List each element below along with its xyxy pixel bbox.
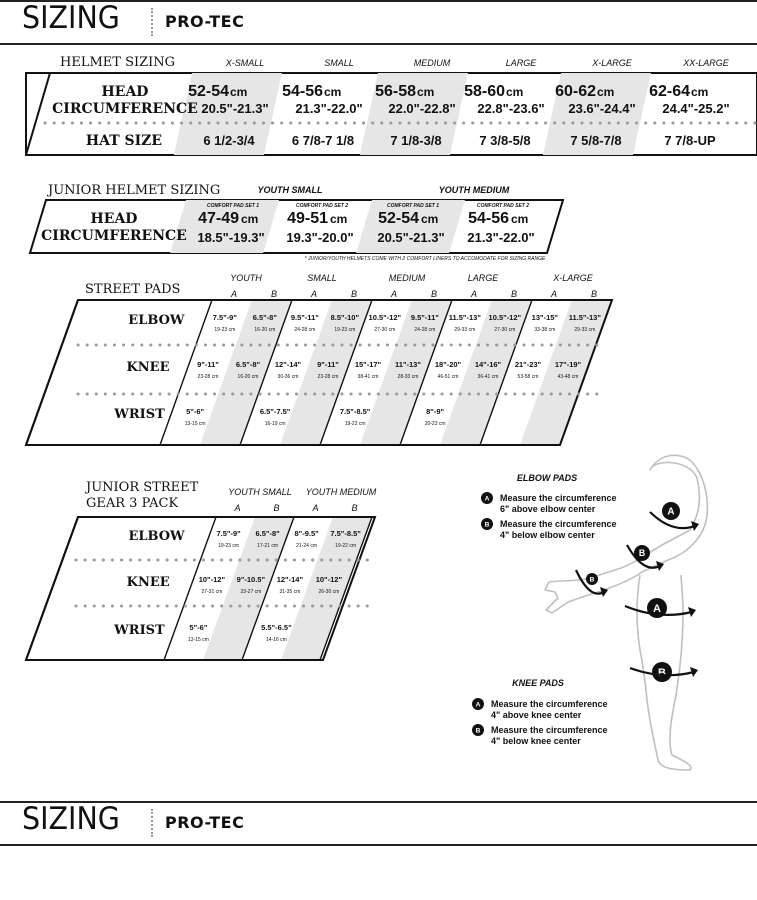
junior-cm-unit: cm (511, 212, 529, 226)
street_pads-cell-cm: 23-28 cm (317, 374, 339, 380)
junior-inch-value: 21.3"-22.0" (467, 230, 535, 245)
junior_street-ab-label: A (234, 503, 241, 513)
junior_street-cell-inch: 9"-10.5" (236, 575, 266, 584)
junior_street-size-label: YOUTH MEDIUM (305, 487, 377, 497)
helmet-cm-unit: cm (597, 85, 615, 99)
junior-street-title: GEAR 3 PACK (86, 496, 179, 511)
street_pads-left-edge (26, 300, 78, 445)
street_pads-cell-cm: 19-23 cm (214, 327, 236, 333)
helmet-cm-unit: cm (230, 85, 248, 99)
street_pads-row-label: ELBOW (128, 313, 185, 328)
street_pads-cell-cm: 19-23 cm (334, 327, 356, 333)
junior-cm-unit: cm (241, 212, 259, 226)
footer-title: SIZING (22, 801, 120, 837)
junior_street-cell-inch: 5.5"-6.5" (261, 623, 292, 632)
street_pads-cell-cm: 46-51 cm (437, 374, 459, 380)
helmet-size-label: X-SMALL (225, 58, 265, 68)
street_pads-cell-cm: 30-36 cm (277, 374, 299, 380)
elbow_pads-badge-icon-letter: B (484, 521, 490, 529)
hat-size-value: 7 1/8-3/8 (390, 133, 442, 148)
street_pads-cell-cm: 27-30 cm (494, 327, 516, 333)
knee-a-marker-icon-letter: A (653, 602, 661, 615)
junior-street-title: JUNIOR STREET (86, 480, 199, 495)
junior_street-cell-inch: 8"-9.5" (294, 529, 319, 538)
street_pads-cell-cm: 43-48 cm (557, 374, 579, 380)
helmet-cm-value: 56-58 (375, 83, 416, 100)
street_pads-ab-label: B (430, 289, 438, 299)
street_pads-cell-inch: 9"-11" (197, 360, 219, 369)
street_pads-cell-inch: 5"-6" (186, 407, 205, 416)
street_pads-cell-inch: 9.5"-11" (290, 313, 319, 322)
junior_street-cell-inch: 7.5"-8.5" (330, 529, 361, 538)
knee_pads-title: KNEE PADS (512, 678, 564, 688)
street_pads-cell-inch: 10.5"-12" (368, 313, 402, 322)
knee_pads-instruction: 4" above knee center (491, 710, 582, 720)
junior_street-cell-cm: 19-23 cm (218, 543, 240, 549)
helmet-cm-value: 62-64 (649, 83, 690, 100)
street_pads-cell-inch: 17"-19" (554, 360, 582, 369)
hat-size-value: 7 3/8-5/8 (479, 133, 531, 148)
helmet-cm-unit: cm (691, 85, 709, 99)
helmet-inch-value: 20.5"-21.3" (201, 101, 269, 116)
head-label: HEAD (101, 84, 149, 100)
street_pads-cell-inch: 15"-17" (354, 360, 382, 369)
helmet-size-label: MEDIUM (413, 58, 451, 68)
junior_street-cell-cm: 31-35 cm (279, 589, 301, 595)
footer-brand-logo: PRO-TEC (165, 813, 245, 832)
street-pads-table (26, 273, 612, 445)
junior-street-table (26, 480, 377, 660)
knee-b-marker-icon-letter: B (658, 666, 666, 679)
junior_street-cell-cm: 19-22 cm (335, 543, 357, 549)
elbow_pads-badge-icon-letter: A (484, 495, 490, 503)
elbow_pads-instruction: Measure the circumference (500, 519, 617, 529)
junior_street-cell-inch: 10"-12" (198, 575, 226, 584)
street_pads-cell-cm: 19-22 cm (344, 421, 366, 427)
helmet-title: HELMET SIZING (60, 55, 176, 70)
junior_street-size-label: YOUTH SMALL (228, 487, 292, 497)
street_pads-cell-inch: 11"-13" (395, 360, 421, 369)
elbow-a-marker-icon-letter: A (667, 506, 675, 518)
junior-inch-value: 20.5"-21.3" (377, 230, 445, 245)
street_pads-ab-label: B (590, 289, 598, 299)
helmet-inch-value: 23.6"-24.4" (568, 101, 636, 116)
elbow_pads-title: ELBOW PADS (516, 473, 578, 483)
knee_pads-badge-icon-letter: B (475, 727, 481, 735)
junior_street-cell-cm: 26-30 cm (318, 589, 340, 595)
junior-group-label: YOUTH MEDIUM (438, 185, 510, 195)
brand-logo: PRO-TEC (165, 12, 245, 31)
street_pads-cell-inch: 7.5"-8.5" (339, 407, 371, 416)
street_pads-ab-label: B (350, 289, 358, 299)
junior_street-row-label: WRIST (114, 623, 165, 638)
helmet-sizing-table (26, 55, 757, 155)
street_pads-row-label: KNEE (126, 360, 170, 375)
junior_street-cell-cm: 14-16 cm (265, 637, 287, 643)
junior_street-cell-cm: 13-15 cm (187, 637, 209, 643)
helmet-cm-value: 54-56 (282, 83, 323, 100)
junior-group-label: YOUTH SMALL (257, 185, 323, 195)
street_pads-ab-label: B (510, 289, 518, 299)
street_pads-cell-cm: 29-33 cm (454, 327, 476, 333)
junior-inch-value: 19.3"-20.0" (286, 230, 354, 245)
junior-helmet-table (30, 183, 563, 262)
elbow-b-marker-icon-letter: B (638, 548, 646, 559)
knee_pads-badge-icon-letter: A (475, 701, 481, 709)
street_pads-cell-cm: 38-41 cm (357, 374, 379, 380)
helmet-cm-unit: cm (417, 85, 435, 99)
page-title: SIZING (22, 0, 120, 36)
street_pads-cell-inch: 8.5"-10" (330, 313, 360, 322)
junior_street-cell-inch: 6.5"-8" (255, 529, 280, 538)
street_pads-ab-label: A (310, 289, 318, 299)
street_pads-cell-inch: 11.5"-13" (568, 313, 601, 322)
junior_street-cell-cm: 17-21 cm (257, 543, 279, 549)
junior-cm-value: 49-51 (287, 210, 328, 227)
junior-cm-value: 54-56 (468, 210, 509, 227)
helmet-size-label: X-LARGE (592, 58, 632, 68)
junior_street-cell-inch: 12"-14" (276, 575, 304, 584)
junior-cm-value: 52-54 (378, 210, 419, 227)
street_pads-cell-inch: 11.5"-13" (448, 313, 481, 322)
junior_street-cell-inch: 5"-6" (189, 623, 208, 632)
junior-helmet-title: JUNIOR HELMET SIZING (48, 183, 221, 198)
circumference-label: CIRCUMFERENCE (52, 101, 198, 117)
junior_street-cell-cm: 21-24 cm (296, 543, 318, 549)
helmet-cm-value: 52-54 (188, 83, 229, 100)
comfort-pad-label: COMFORT PAD SET 2 (476, 203, 530, 209)
street_pads-cell-inch: 12"-14" (274, 360, 302, 369)
hat-size-value: 7 7/8-UP (664, 133, 716, 148)
junior_street-row-label: KNEE (126, 575, 170, 590)
wrist-marker-icon-letter: B (589, 576, 595, 584)
street_pads-cell-inch: 13"-15" (531, 313, 558, 322)
street_pads-cell-cm: 33-38 cm (534, 327, 556, 333)
helmet-inch-value: 24.4"-25.2" (662, 101, 730, 116)
street_pads-cell-cm: 20-23 cm (424, 421, 446, 427)
street_pads-size-label: X-LARGE (553, 273, 593, 283)
comfort-pad-label: COMFORT PAD SET 2 (295, 203, 349, 209)
street_pads-size-label: MEDIUM (388, 273, 426, 283)
street_pads-ab-label: B (270, 289, 278, 299)
street_pads-cell-inch: 9.5"-11" (410, 313, 439, 322)
knee_pads-instruction: Measure the circumference (491, 725, 608, 735)
helmet-inch-value: 21.3"-22.0" (295, 101, 363, 116)
street_pads-size-label: LARGE (467, 273, 499, 283)
street_pads-size-label: YOUTH (230, 273, 262, 283)
junior-cm-unit: cm (421, 212, 439, 226)
street_pads-cell-inch: 8"-9" (426, 407, 445, 416)
comfort-pad-label: COMFORT PAD SET 1 (206, 203, 260, 209)
street_pads-cell-inch: 14"-16" (474, 360, 502, 369)
street_pads-cell-cm: 24-28 cm (294, 327, 316, 333)
street_pads-row-label: WRIST (114, 407, 165, 422)
elbow_pads-instruction: 6" above elbow center (500, 504, 596, 514)
street_pads-cell-cm: 29-33 cm (574, 327, 596, 333)
junior_street-cell-inch: 10"-12" (315, 575, 343, 584)
street_pads-cell-inch: 10.5"-12" (488, 313, 522, 322)
junior-head-label: HEAD (90, 211, 138, 227)
street_pads-cell-inch: 21"-23" (514, 360, 542, 369)
helmet-size-label: SMALL (324, 58, 354, 68)
elbow_pads-instruction: Measure the circumference (500, 493, 617, 503)
street_pads-cell-inch: 6.5"-8" (252, 313, 277, 322)
street_pads-ab-label: A (550, 289, 558, 299)
junior-circumference-label: CIRCUMFERENCE (41, 228, 187, 244)
street_pads-cell-cm: 53-58 cm (517, 374, 539, 380)
street_pads-size-label: SMALL (307, 273, 337, 283)
street_pads-cell-inch: 9"-11" (317, 360, 339, 369)
junior_street-ab-label: B (351, 503, 358, 513)
junior_street-cell-inch: 7.5"-9" (216, 529, 241, 538)
helmet-inch-value: 22.0"-22.8" (388, 101, 456, 116)
street_pads-cell-cm: 24-28 cm (414, 327, 436, 333)
junior_street-ab-label: A (312, 503, 319, 513)
street_pads-cell-cm: 36-41 cm (477, 374, 499, 380)
junior-note: * JUNIOR/YOUTH HELMETS COME WITH 2 COMFORT LINERS TO ACCOMODATE FOR SIZING RANGE (304, 256, 546, 262)
street_pads-ab-label: A (390, 289, 398, 299)
street_pads-cell-cm: 28-33 cm (397, 374, 419, 380)
street_pads-cell-inch: 6.5"-7.5" (259, 407, 291, 416)
junior_street-ab-label: B (273, 503, 280, 513)
knee_pads-instruction: Measure the circumference (491, 699, 608, 709)
helmet-size-label: XX-LARGE (683, 58, 729, 68)
hat-size-value: 7 5/8-7/8 (570, 133, 622, 148)
street_pads-cell-cm: 13-15 cm (184, 421, 206, 427)
street_pads-cell-inch: 18"-20" (434, 360, 462, 369)
helmet-cm-value: 60-62 (555, 83, 596, 100)
helmet-cm-value: 58-60 (464, 83, 505, 100)
hat-size-value: 6 1/2-3/4 (203, 133, 255, 148)
street_pads-cell-inch: 6.5"-8" (235, 360, 261, 369)
helmet-inch-value: 22.8"-23.6" (477, 101, 545, 116)
street_pads-cell-cm: 16-20 cm (254, 327, 276, 333)
street_pads-ab-label: A (230, 289, 238, 299)
comfort-pad-label: COMFORT PAD SET 1 (386, 203, 440, 209)
helmet-cm-unit: cm (506, 85, 524, 99)
junior_street-left-edge (26, 517, 78, 660)
street_pads-cell-inch: 7.5"-9" (212, 313, 237, 322)
street_pads-cell-cm: 16-19 cm (264, 421, 286, 427)
street-pads-title: STREET PADS (85, 282, 181, 297)
hat-size-label: HAT SIZE (85, 133, 163, 149)
junior_street-row-label: ELBOW (128, 529, 185, 544)
street_pads-cell-cm: 16-20 cm (237, 374, 259, 380)
junior_street-cell-cm: 23-27 cm (240, 589, 262, 595)
junior-cm-value: 47-49 (198, 210, 239, 227)
junior-cm-unit: cm (330, 212, 348, 226)
street_pads-cell-cm: 23-28 cm (197, 374, 219, 380)
hat-size-value: 6 7/8-7 1/8 (291, 133, 355, 148)
junior_street-cell-cm: 27-31 cm (201, 589, 223, 595)
street_pads-ab-label: A (470, 289, 478, 299)
helmet-size-label: LARGE (505, 58, 537, 68)
knee_pads-instruction: 4" below knee center (491, 736, 581, 746)
elbow_pads-instruction: 4" below elbow center (500, 530, 595, 540)
measuring-guide (472, 455, 707, 770)
helmet-table-edge (26, 73, 50, 155)
helmet-cm-unit: cm (324, 85, 342, 99)
junior-inch-value: 18.5"-19.3" (197, 230, 265, 245)
street_pads-cell-cm: 27-30 cm (374, 327, 396, 333)
